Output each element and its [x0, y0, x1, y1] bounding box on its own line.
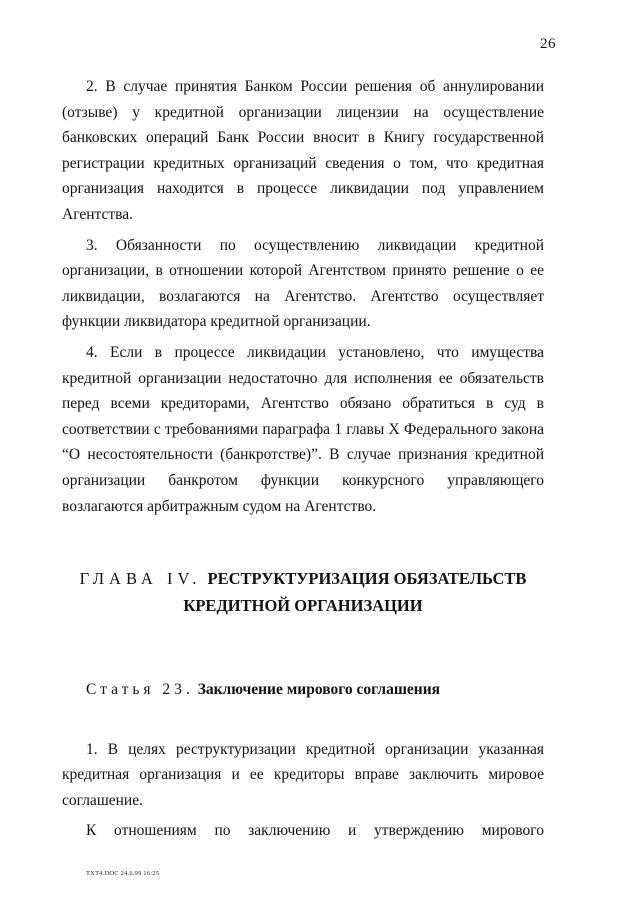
paragraph-4: 4. Если в процессе ликвидации установлено, что имущества кредитной организации недостаточно для исполнения ее обязательств перед всеми кредиторами, Агентство обязано обратиться в суд в соответствии с требованиями параграфа 1 главы X Федерального закона “О несостоятельности (банкротстве)”. В случае признания кредитной организации банкротом функции конкурсного управляющего возлагаются арбитражным судом на Агентство.	[62, 343, 544, 515]
chapter-heading	[62, 565, 544, 619]
article-paragraph-2: К отношениям по заключению и утверждению мирового	[86, 822, 544, 840]
page-number: 26	[540, 36, 556, 52]
paragraph-2: 2. В случае принятия Банком России решения об аннулировании (отзыве) у кредитной организации лицензии на осуществление банковских операций Банк России вносит в Книгу государственной регистрации кредитных организаций сведения о том, что кредитная организация находится в процессе ликвидации под управлением Агентства.	[62, 78, 544, 223]
paragraph-3: 3. Обязанности по осуществлению ликвидации кредитной организации, в отношении которой Агентством принято решение о ее ликвидации, возлагаются на Агентство. Агентство осуществляет функции ликвидатора кредитной организации.	[62, 236, 544, 331]
footer-file-stamp: TXT4.DOC 24.6.99 16:25	[86, 870, 160, 877]
chapter-label: ГЛАВА IV.	[79, 569, 202, 589]
article-label: Статья 23.	[86, 681, 194, 699]
article-title: Заключение мирового соглашения	[197, 681, 441, 699]
document-body	[62, 74, 544, 849]
chapter-title: РЕСТРУКТУРИЗАЦИЯ ОБЯЗАТЕЛЬСТВ КРЕДИТНОЙ ОРГАНИЗАЦИИ	[183, 569, 527, 616]
article-heading	[62, 677, 544, 703]
article-paragraph-1: 1. В целях реструктуризации кредитной организации указанная кредитная организация и ее кредиторы вправе заключить мировое соглашение.	[62, 740, 544, 809]
